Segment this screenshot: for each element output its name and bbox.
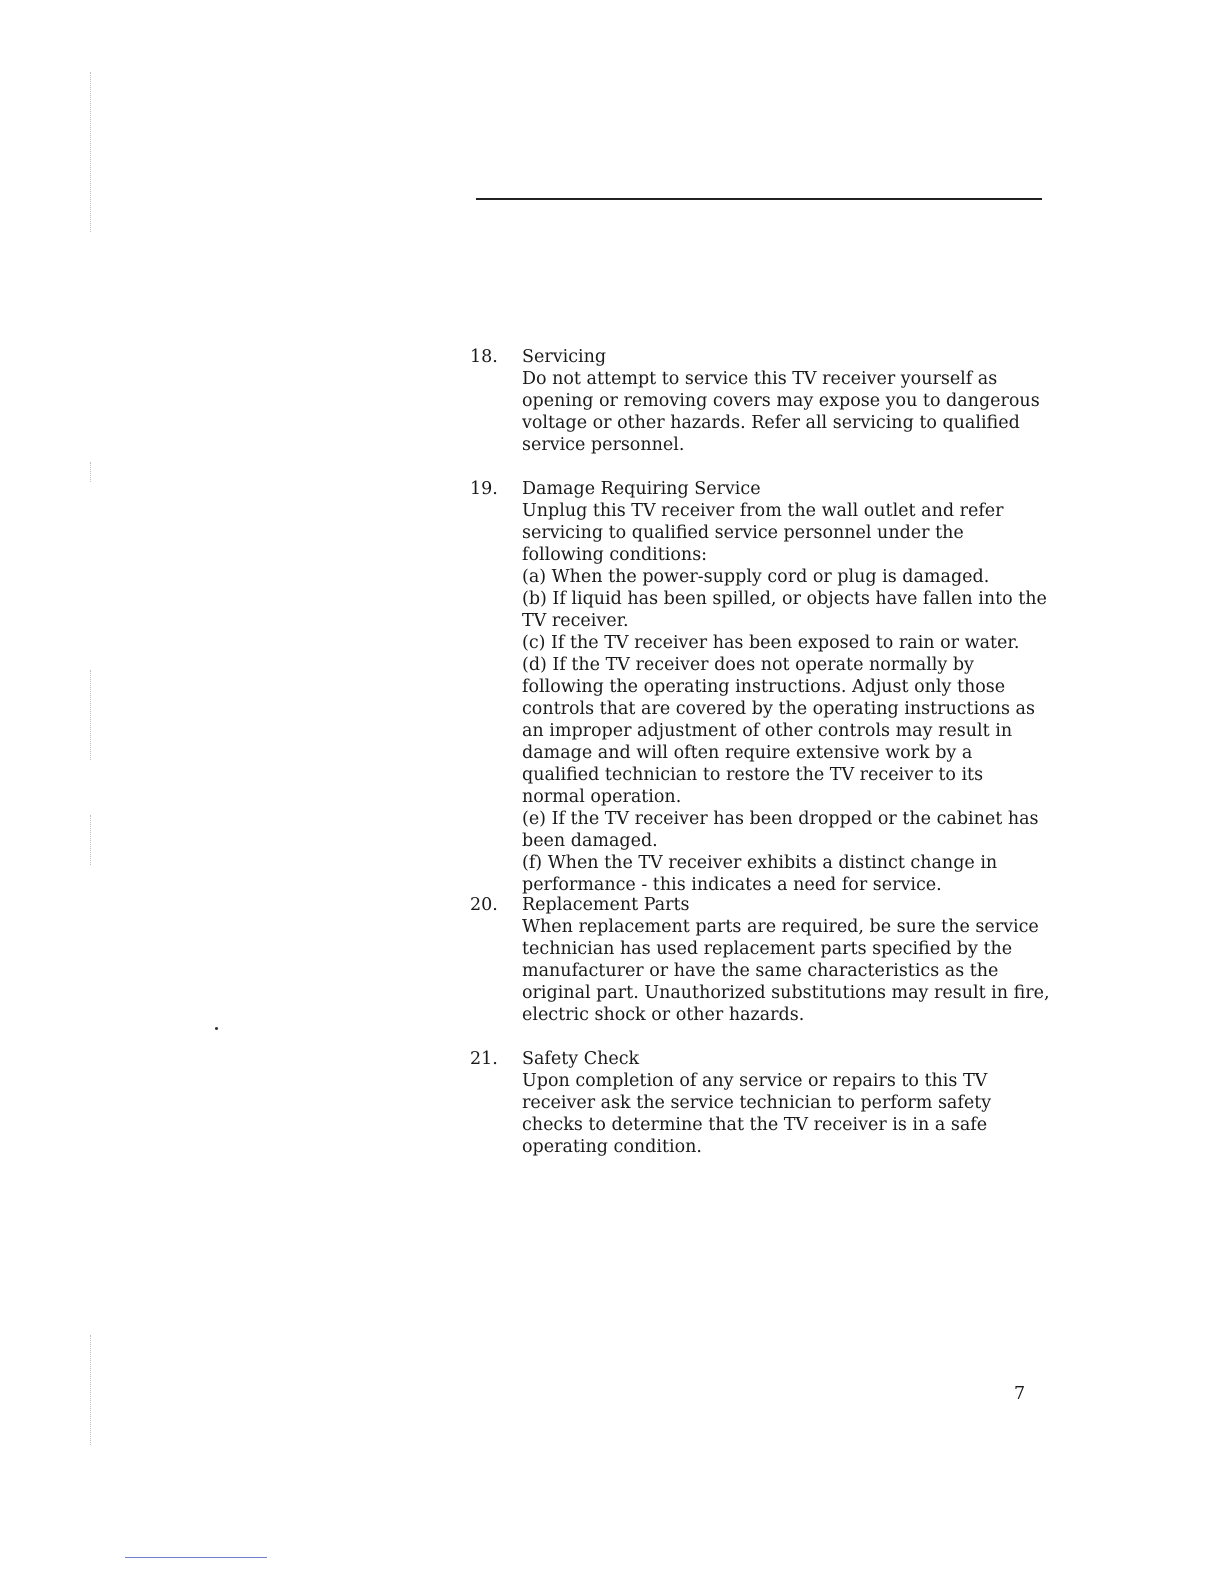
section-body — [522, 478, 1050, 896]
section-damage-requiring-service — [470, 478, 1050, 896]
section-text: When replacement parts are required, be sure the service technician has used replacement parts specified by the manufacturer or have the same characteristics as the original part. Unauthorized substitutions may result in fire, electric shock or other hazards. — [522, 917, 1050, 1025]
section-number: 19. — [470, 479, 498, 499]
section-title: Damage Requiring Service — [522, 479, 761, 499]
section-text: Unplug this TV receiver from the wall outlet and refer servicing to qualified service personnel under the following conditions: — [522, 501, 1004, 565]
scan-artifact-dots — [90, 815, 92, 865]
scan-artifact-dots — [90, 462, 92, 482]
scan-artifact-dots — [90, 72, 92, 232]
scan-artifact-dots — [90, 1335, 92, 1445]
condition-item-d: (d) If the TV receiver does not operate normally by following the operating instructions. Adjust only those controls that are covered by the operating instructions as an improper adjustment of other controls may result in damage and will often require extensive work by a qualified technician to restore the TV receiver to its normal operation. — [522, 655, 1035, 807]
header-rule — [476, 198, 1042, 200]
condition-item-e: (e) If the TV receiver has been dropped or the cabinet has been damaged. — [522, 809, 1039, 851]
condition-item-f: (f) When the TV receiver exhibits a distinct change in performance - this indicates a need for service. — [522, 853, 998, 895]
condition-item-a: (a) When the power-supply cord or plug is damaged. — [522, 567, 990, 587]
section-title: Replacement Parts — [522, 895, 690, 915]
section-number: 21. — [470, 1049, 498, 1069]
section-number: 18. — [470, 347, 498, 367]
section-title: Servicing — [522, 347, 607, 367]
section-body — [522, 1048, 1050, 1158]
bottom-scan-line — [125, 1557, 267, 1558]
section-safety-check — [470, 1048, 1050, 1158]
section-number: 20. — [470, 895, 498, 915]
page-number: 7 — [1014, 1384, 1026, 1404]
section-body — [522, 346, 1050, 456]
section-text: Do not attempt to service this TV receiver yourself as opening or removing covers may expose you to dangerous voltage or other hazards. Refer all servicing to qualified service personnel. — [522, 369, 1040, 455]
section-title: Safety Check — [522, 1049, 640, 1069]
section-servicing — [470, 346, 1050, 456]
condition-item-b: (b) If liquid has been spilled, or objects have fallen into the TV receiver. — [522, 589, 1047, 631]
condition-item-c: (c) If the TV receiver has been exposed to rain or water. — [522, 633, 1020, 653]
section-text: Upon completion of any service or repairs to this TV receiver ask the service technician to perform safety checks to determine that the TV receiver is in a safe operating condition. — [522, 1071, 992, 1157]
scan-artifact-dots — [90, 670, 92, 760]
section-replacement-parts — [470, 894, 1050, 1026]
stray-mark — [215, 1027, 218, 1030]
section-body — [522, 894, 1050, 1026]
